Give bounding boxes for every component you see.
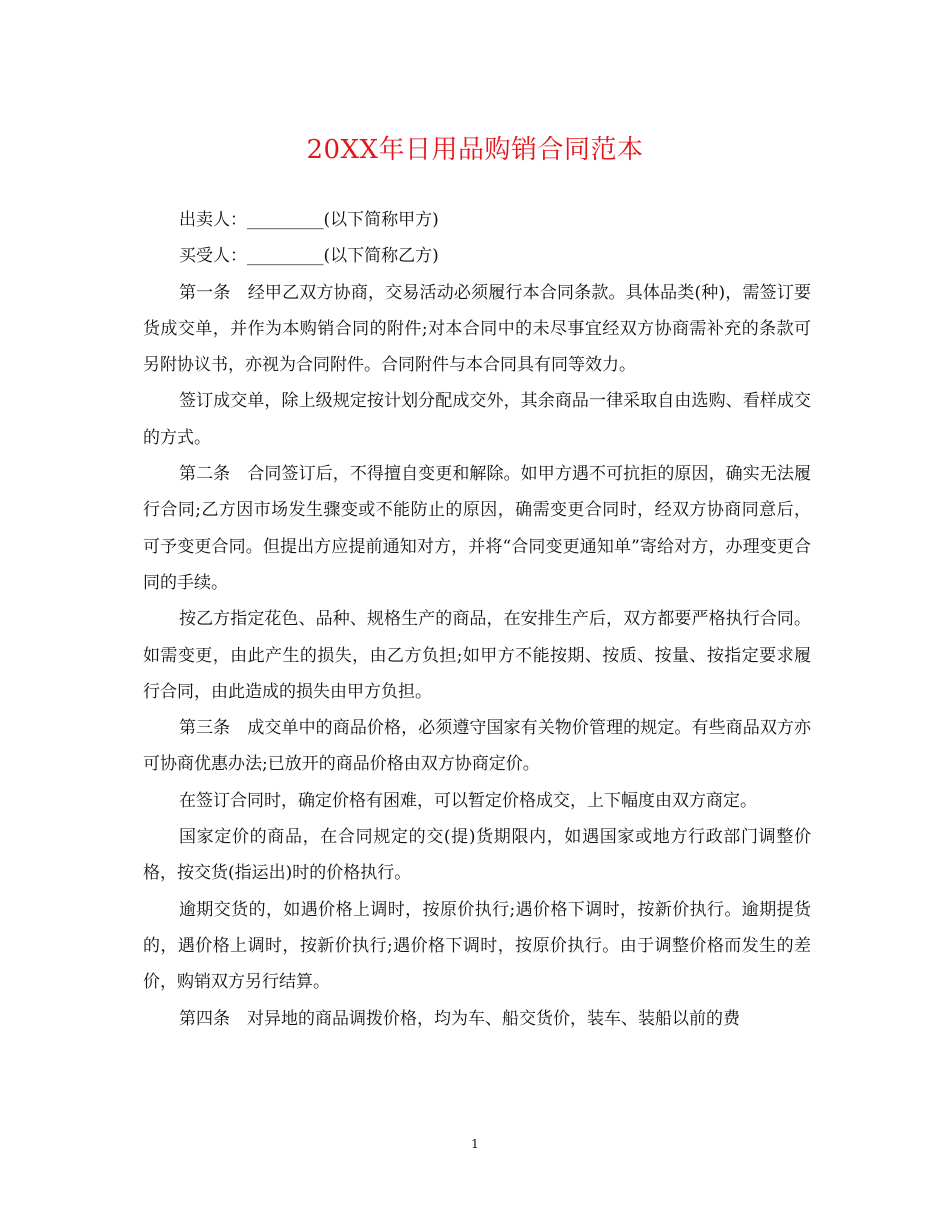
paragraph-seller: 出卖人：_________(以下简称甲方) — [179, 210, 439, 230]
paragraph-article-3: 第三条 成交单中的商品价格，必须遵守国家有关物价管理的规定。有些商品双方亦可协商优惠办法;已放开的商品价格由双方协商定价。 — [143, 718, 811, 775]
paragraph-buyer: 买受人：_________(以下简称乙方) — [179, 246, 439, 267]
paragraph-state-price: 国家定价的商品，在合同规定的交(提)货期限内，如遇国家或地方行政部门调整价格，按交货(指运出)时的价格执行。 — [143, 827, 811, 884]
document-title: 20XX年日用品购销合同范本 — [306, 135, 644, 165]
page-number: 1 — [471, 1137, 479, 1151]
paragraph-article-4: 第四条 对异地的商品调拨价格，均为车、船交货价，装车、装船以前的费 — [179, 1008, 740, 1029]
paragraph-provisional-price: 在签订合同时，确定价格有困难，可以暂定价格成交，上下幅度由双方商定。 — [179, 790, 757, 811]
paragraph-article-1: 第一条 经甲乙双方协商，交易活动必须履行本合同条款。具体品类(种)，需签订要货成交单，并作为本购销合同的附件;对本合同中的未尽事宜经双方协商需补充的条款可另附协议书，亦视为合同附件。合同附件与本合同具有同等效力。 — [143, 282, 811, 376]
paragraph-custom-goods: 按乙方指定花色、品种、规格生产的商品，在安排生产后，双方都要严格执行合同。如需变更，由此产生的损失，由乙方负担;如甲方不能按期、按质、按量、按指定要求履行合同，由此造成的损失由甲方负担。 — [143, 609, 811, 702]
paragraph-article-2: 第二条 合同签订后，不得擅自变更和解除。如甲方遇不可抗拒的原因，确实无法履行合同;乙方因市场发生骤变或不能防止的原因，确需变更合同时，经双方协商同意后，可予变更合同。但提出方应提前通知对方，并将“合同变更通知单”寄给对方，办理变更合同的手续。 — [143, 464, 811, 593]
paragraph-deal-sheet: 签订成交单，除上级规定按计划分配成交外，其余商品一律采取自由选购、看样成交的方式。 — [143, 391, 811, 448]
document-body — [143, 202, 811, 1037]
paragraph-overdue: 逾期交货的，如遇价格上调时，按原价执行;遇价格下调时，按新价执行。逾期提货的，遇价格上调时，按新价执行;遇价格下调时，按原价执行。由于调整价格而发生的差价，购销双方另行结算。 — [143, 899, 811, 993]
